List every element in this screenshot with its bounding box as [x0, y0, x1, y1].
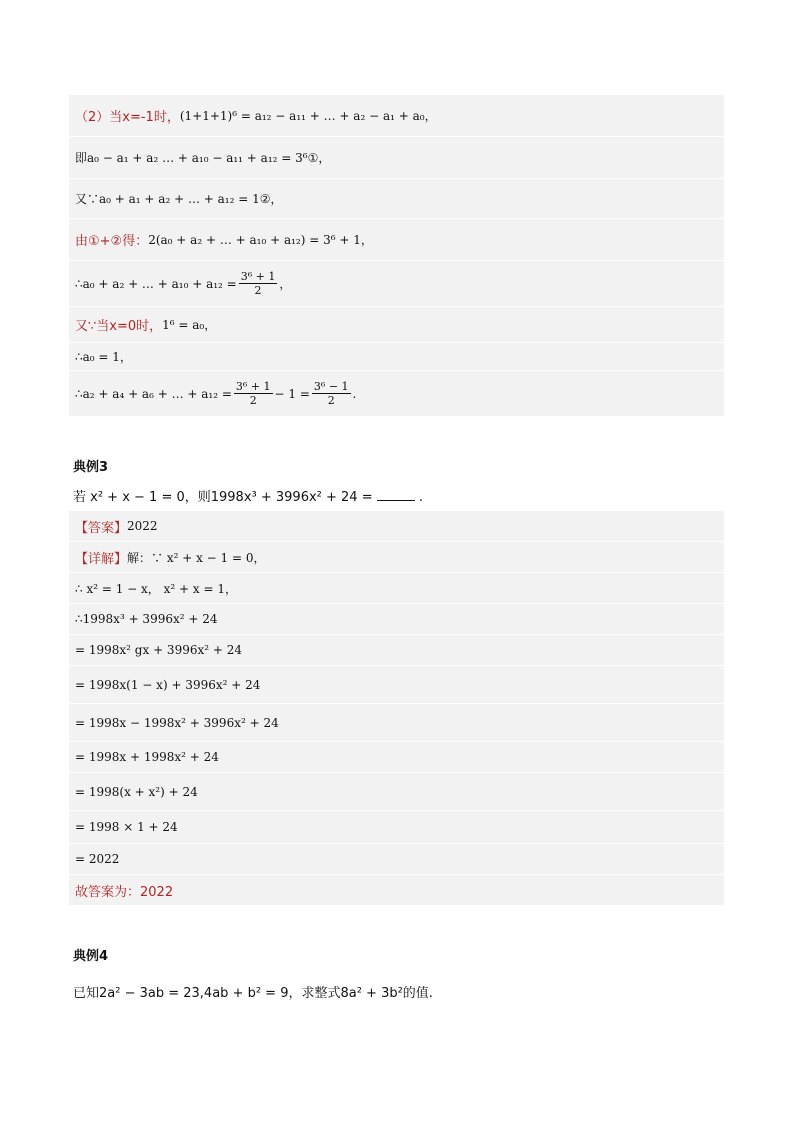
math-text: ∴a₀ = 1，	[75, 350, 132, 364]
solution-line	[69, 542, 724, 573]
solution-line	[69, 343, 724, 371]
solution-line	[69, 875, 724, 906]
fraction	[312, 380, 351, 407]
fraction-denominator: 2	[249, 394, 257, 407]
example-4-heading: 典例4	[73, 949, 109, 964]
math-text: ∴1998x³ + 3996x² + 24	[75, 612, 218, 626]
red-prefix: 由①+②得：	[75, 234, 149, 249]
solution-line	[69, 95, 724, 137]
math-text: = 1998 × 1 + 24	[75, 820, 178, 834]
final-answer: 故答案为：2022	[75, 884, 174, 900]
solution-line	[69, 773, 724, 811]
math-text: = 1998(x + x²) + 24	[75, 784, 198, 799]
math-text: = 2022	[75, 852, 120, 866]
fraction-denominator: 2	[254, 284, 262, 297]
fraction-denominator: 2	[327, 394, 335, 407]
math-text: (1+1+1)⁶ = a₁₂ − a₁₁ + … + a₂ − a₁ + a₀，	[179, 109, 437, 123]
math-text: .	[352, 386, 357, 401]
fraction-numerator: 3⁶ − 1	[313, 380, 349, 393]
solution-line	[69, 371, 724, 417]
solution-line	[69, 704, 724, 742]
red-prefix: （2）当x=-1时，	[75, 110, 180, 125]
solution-line	[69, 811, 724, 844]
math-text: 又∵a₀ + a₁ + a₂ + … + a₁₂ = 1②，	[75, 192, 283, 206]
solution-line	[69, 261, 724, 307]
solution-line	[69, 511, 724, 542]
answer-blank	[377, 488, 415, 501]
solution-line	[69, 219, 724, 261]
math-text: = 1998x² gx + 3996x² + 24	[75, 643, 243, 657]
math-text: 即a₀ − a₁ + a₂ … + a₁₀ − a₁₁ + a₁₂ = 3⁶①，	[75, 151, 331, 165]
math-text: ，	[279, 277, 292, 291]
math-text: = 1998x + 1998x² + 24	[75, 750, 219, 764]
solution-line	[69, 573, 724, 604]
solution-line	[69, 742, 724, 773]
solution-block-1	[69, 95, 724, 417]
solution-line	[69, 635, 724, 666]
solution-line	[69, 137, 724, 179]
answer-label: 【答案】	[75, 520, 128, 536]
math-text: − 1 =	[274, 386, 310, 401]
math-text: 2(a₀ + a₂ + … + a₁₀ + a₁₂) = 3⁶ + 1，	[148, 233, 373, 247]
example-3-question	[73, 486, 423, 505]
math-text: ∴a₀ + a₂ + … + a₁₀ + a₁₂ =	[75, 276, 237, 291]
example-4-question: 已知2a² − 3ab = 23,4ab + b² = 9，求整式8a² + 3b²的值.	[73, 986, 433, 1001]
solution-line	[69, 844, 724, 875]
math-text: 1⁶ = a₀，	[162, 318, 217, 332]
answer-value: 2022	[127, 519, 158, 533]
math-text: = 1998x − 1998x² + 3996x² + 24	[75, 715, 279, 730]
math-text: = 1998x(1 − x) + 3996x² + 24	[75, 677, 261, 692]
red-prefix: 又∵当x=0时，	[75, 319, 163, 334]
fraction	[234, 380, 273, 407]
fraction	[239, 270, 278, 297]
fraction-numerator: 3⁶ + 1	[240, 270, 276, 283]
example-3-heading: 典例3	[73, 460, 109, 475]
question-text: 若 x² + x − 1 = 0，则1998x³ + 3996x² + 24 =	[73, 490, 373, 505]
solution-line	[69, 604, 724, 635]
solution-line	[69, 666, 724, 704]
solution-line	[69, 307, 724, 343]
math-text: ∴ x² = 1 − x， x² + x = 1，	[75, 581, 237, 596]
fraction-numerator: 3⁶ + 1	[235, 380, 271, 393]
question-text: .	[418, 490, 424, 505]
detail-label: 【详解】	[75, 551, 128, 567]
solution-block-2	[69, 511, 724, 906]
math-text: 解：∵ x² + x − 1 = 0，	[127, 550, 266, 565]
math-text: ∴a₂ + a₄ + a₆ + … + a₁₂ =	[75, 386, 232, 401]
solution-line	[69, 179, 724, 219]
